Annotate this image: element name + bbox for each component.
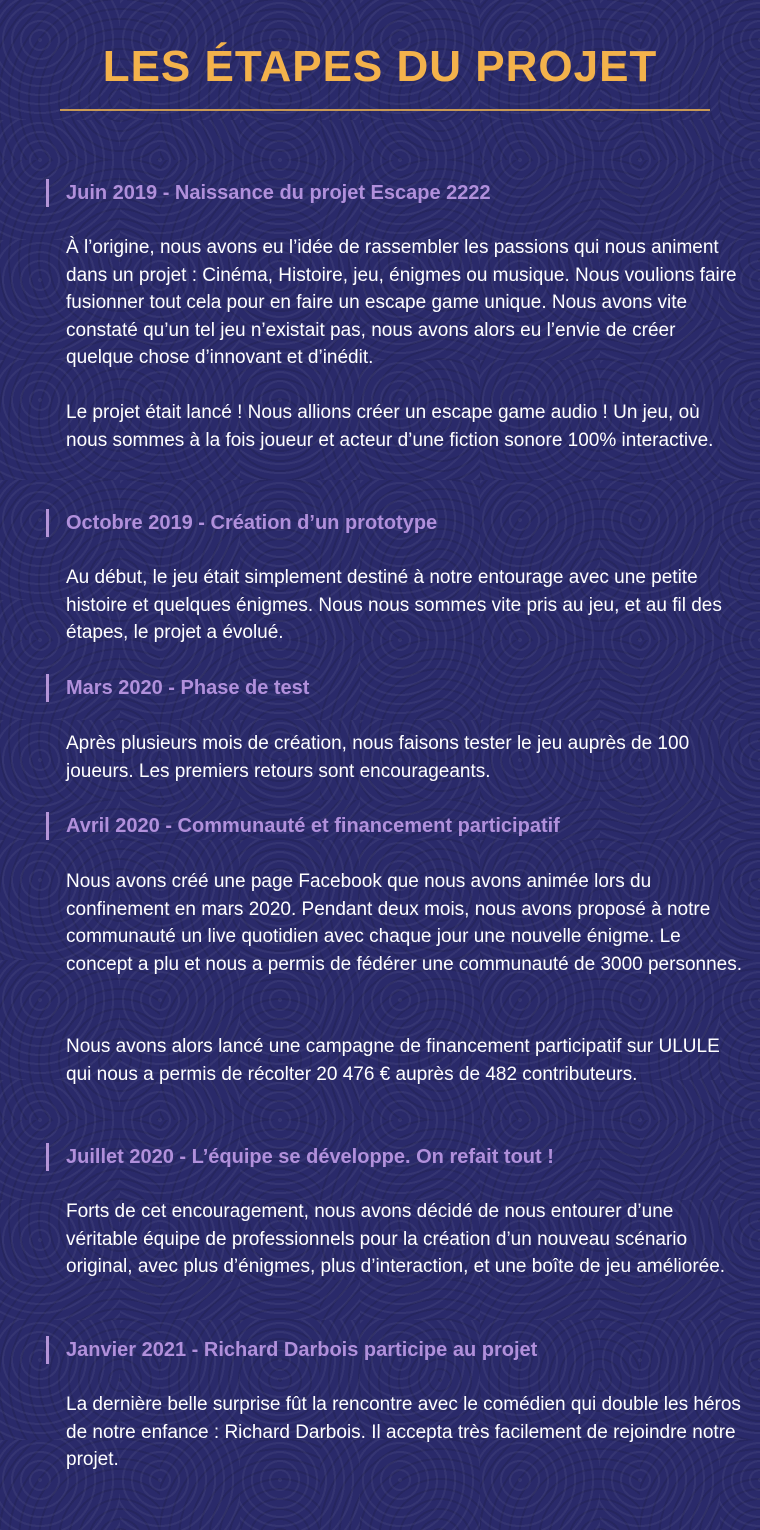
section-heading-octobre-2019 bbox=[46, 509, 726, 537]
section-heading-juillet-2020 bbox=[46, 1143, 726, 1171]
section-paragraph: À l’origine, nous avons eu l’idée de rassembler les passions qui nous animent dans un projet : Cinéma, Histoire, jeu, énigmes ou musique. Nous voulions faire fusionner tout cela pour en faire un escape game unique. Nous avons vite constaté qu’un tel jeu n’existait pas, nous avons alors eu l’envie de créer quelque chose d’innovant et d’inédit. bbox=[66, 237, 737, 368]
section-paragraph: Nous avons alors lancé une campagne de financement participatif sur ULULE qui nous a permis de récolter 20 476 € auprès de 482 contributeurs. bbox=[66, 1036, 720, 1085]
section-accent-bar bbox=[46, 509, 49, 537]
section-accent-bar bbox=[46, 674, 49, 702]
section-heading-avril-2020 bbox=[46, 812, 726, 840]
section-heading-juin-2019 bbox=[46, 179, 726, 207]
section-accent-bar bbox=[46, 1143, 49, 1171]
section-heading-text: Juillet 2020 - L’équipe se développe. On refait tout ! bbox=[66, 1145, 554, 1168]
section-accent-bar bbox=[46, 179, 49, 207]
section-heading-text: Juin 2019 - Naissance du projet Escape 2222 bbox=[66, 181, 491, 204]
section-paragraph: Forts de cet encouragement, nous avons décidé de nous entourer d’une véritable équipe de professionnels pour la création d’un nouveau scénario original, avec plus d’énigmes, plus d’interaction, et une boîte de jeu améliorée. bbox=[66, 1201, 726, 1277]
section-heading-text: Octobre 2019 - Création d’un prototype bbox=[66, 511, 438, 534]
section-accent-bar bbox=[46, 812, 49, 840]
page-title: LES ÉTAPES DU PROJET bbox=[102, 42, 658, 91]
section-paragraph: Après plusieurs mois de création, nous faisons tester le jeu auprès de 100 joueurs. Les premiers retours sont encourageants. bbox=[66, 733, 690, 782]
section-paragraph: Le projet était lancé ! Nous allions créer un escape game audio ! Un jeu, où nous sommes à la fois joueur et acteur d’une fiction sonore 100% interactive. bbox=[66, 402, 714, 451]
section-heading-mars-2020 bbox=[46, 674, 726, 702]
section-paragraph: La dernière belle surprise fût la rencontre avec le comédien qui double les héros de notre enfance : Richard Darbois. Il accepta très facilement de rejoindre notre projet. bbox=[66, 1394, 741, 1470]
title-divider bbox=[60, 109, 710, 111]
section-accent-bar bbox=[46, 1336, 49, 1364]
section-heading-text: Mars 2020 - Phase de test bbox=[66, 676, 310, 699]
section-heading-text: Janvier 2021 - Richard Darbois participe au projet bbox=[66, 1338, 538, 1361]
section-heading-janvier-2021 bbox=[46, 1336, 726, 1364]
section-heading-text: Avril 2020 - Communauté et financement participatif bbox=[66, 814, 560, 837]
section-paragraph: Nous avons créé une page Facebook que nous avons animée lors du confinement en mars 2020. Pendant deux mois, nous avons proposé à notre communauté un live quotidien avec chaque jour une nouvelle énigme. Le concept a plu et nous a permis de fédérer une communauté de 3000 personnes. bbox=[66, 871, 742, 975]
section-paragraph: Au début, le jeu était simplement destiné à notre entourage avec une petite histoire et quelques énigmes. Nous nous sommes vite pris au jeu, et au fil des étapes, le projet a évolué. bbox=[66, 567, 722, 643]
